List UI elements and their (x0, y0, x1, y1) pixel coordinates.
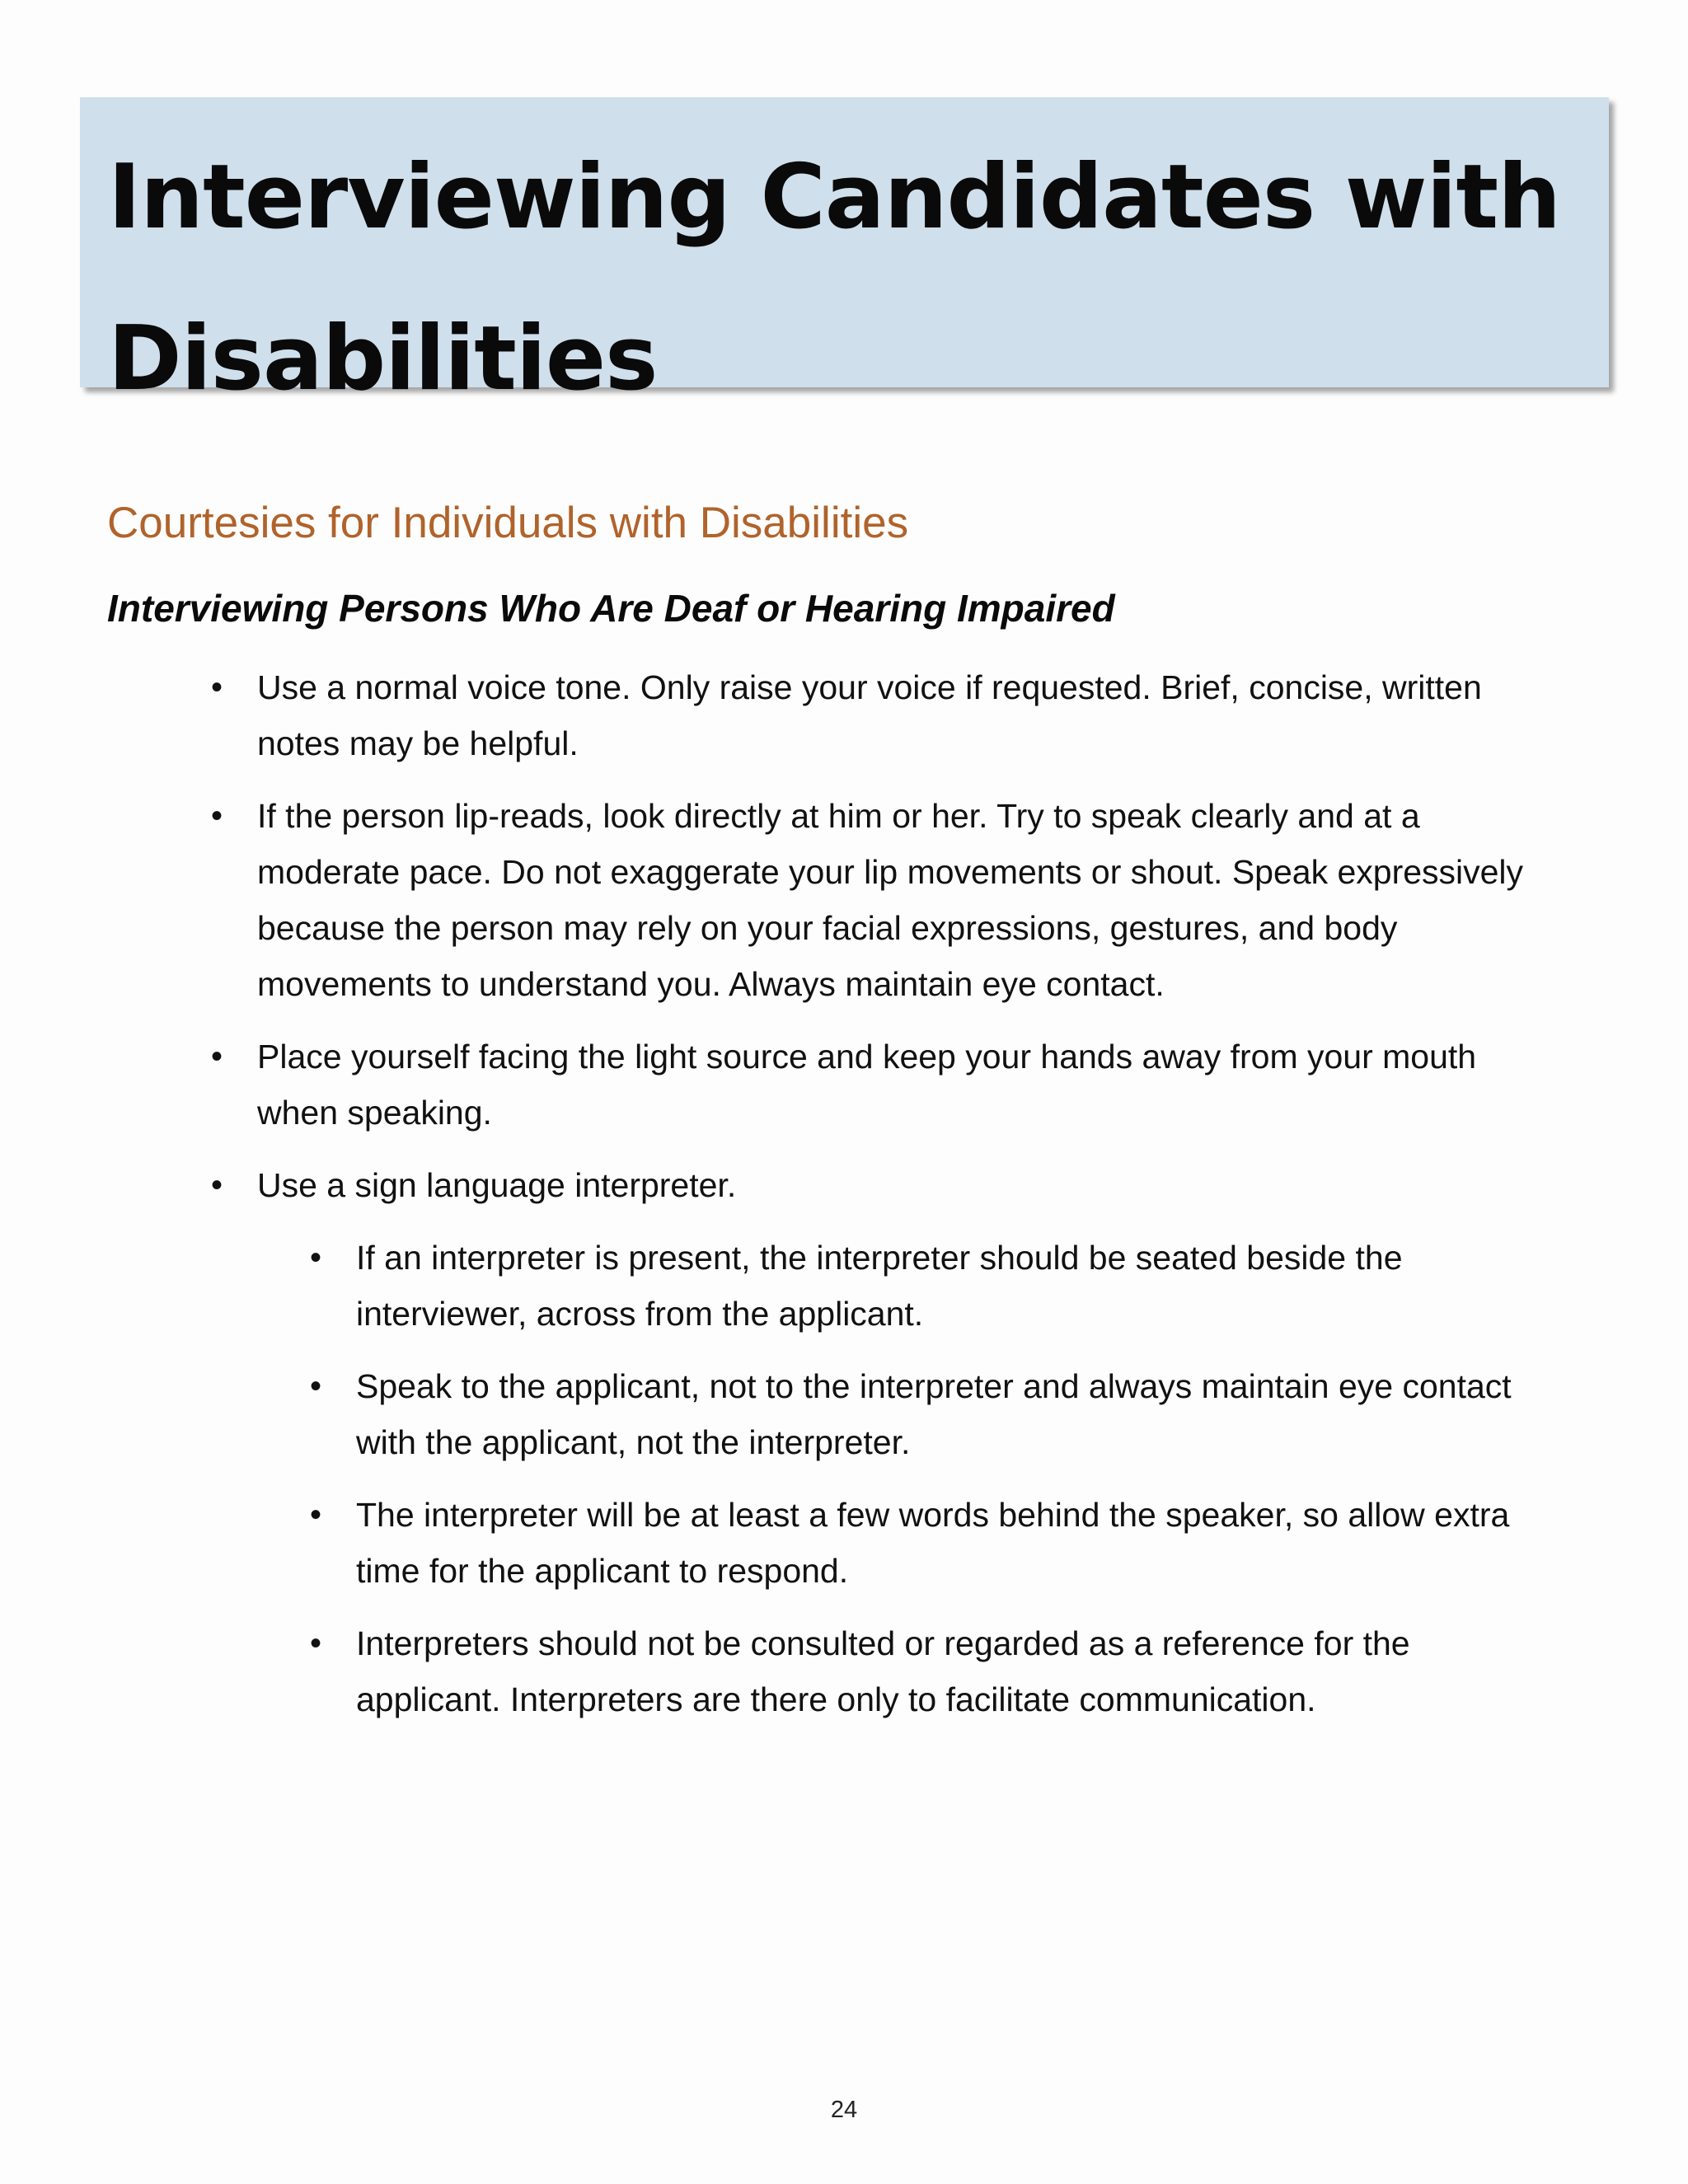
bullet-icon: • (309, 1368, 321, 1404)
list-item (0, 659, 1688, 771)
bullet-list (0, 659, 1688, 1744)
page-title-line-1: Interviewing Candidates with (108, 146, 1561, 249)
section-heading: Courtesies for Individuals with Disabilities (107, 499, 909, 547)
sub-heading: Interviewing Persons Who Are Deaf or Hearing Impaired (107, 587, 1115, 630)
list-item-text: Use a sign language interpreter. (257, 1166, 737, 1204)
bullet-icon: • (210, 669, 223, 705)
list-item-text: Place yourself facing the light source and keep your hands away from your mouth when speaking. (257, 1038, 1477, 1132)
sub-list-item-text: If an interpreter is present, the interpreter should be seated beside the interviewer, across from the applicant. (356, 1239, 1403, 1333)
list-item (0, 788, 1688, 1012)
bullet-icon: • (210, 1038, 223, 1075)
list-item (0, 1029, 1688, 1141)
bullet-icon: • (210, 798, 223, 834)
bullet-icon: • (210, 1167, 223, 1203)
sub-list-item-text: Speak to the applicant, not to the interpreter and always maintain eye contact with the applicant, not the interpreter. (356, 1367, 1512, 1461)
sub-list-item (0, 1230, 1688, 1342)
sub-list-item-text: The interpreter will be at least a few words behind the speaker, so allow extra time for the applicant to respond. (356, 1496, 1510, 1590)
list-item-text: If the person lip-reads, look directly at him or her. Try to speak clearly and at a moderate pace. Do not exaggerate your lip movements or shout. Speak expressively because the person may rely on your facial expressions, gestures, and body movements to understand you. Always maintain eye contact. (257, 797, 1524, 1003)
title-banner (80, 97, 1609, 410)
sub-list-item (0, 1487, 1688, 1599)
list-item-text: Use a normal voice tone. Only raise your voice if requested. Brief, concise, written notes may be helpful. (257, 668, 1482, 762)
list-item (0, 1157, 1688, 1213)
bullet-icon: • (309, 1240, 321, 1276)
sub-list-item-text: Interpreters should not be consulted or regarded as a reference for the applicant. Interpreters are there only to facilitate communication. (356, 1624, 1410, 1718)
sub-list-item (0, 1358, 1688, 1470)
page-title-line-2: Disabilities (108, 307, 658, 410)
bullet-icon: • (309, 1497, 321, 1533)
bullet-icon: • (309, 1625, 321, 1661)
sub-list-item (0, 1615, 1688, 1727)
page-number: 24 (830, 2097, 858, 2123)
